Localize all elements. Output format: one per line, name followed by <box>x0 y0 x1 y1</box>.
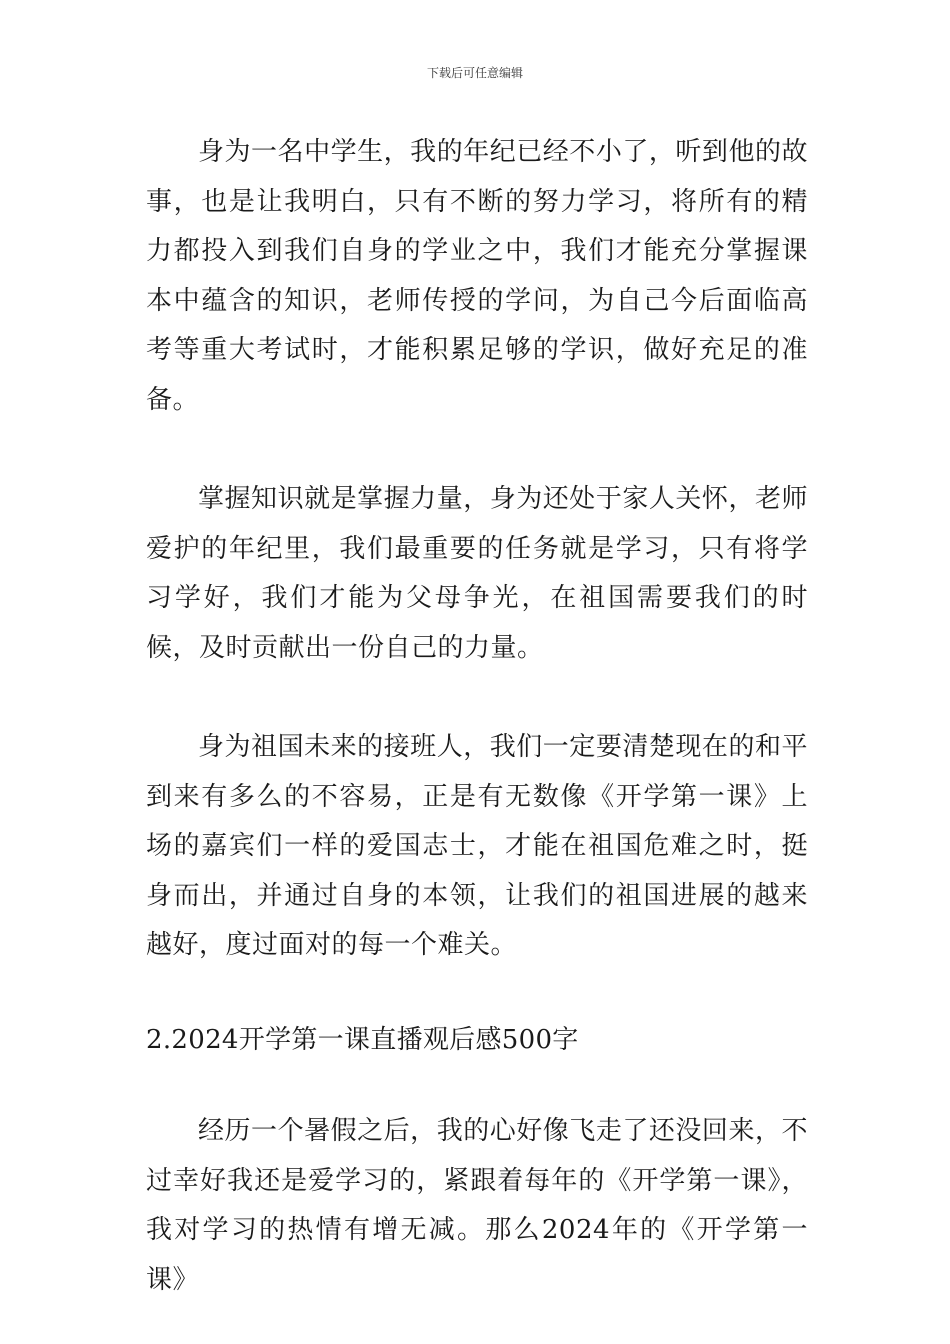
page-header-note: 下载后可任意编辑 <box>426 66 523 80</box>
paragraph-2: 掌握知识就是掌握力量，身为还处于家人关怀，老师爱护的年纪里，我们最重要的任务就是学习，只有将学习学好，我们才能为父母争光，在祖国需要我们的时候，及时贡献出一份自己的力量。 <box>146 484 808 663</box>
paragraph-1: 身为一名中学生，我的年纪已经不小了，听到他的故事，也是让我明白，只有不断的努力学习，将所有的精力都投入到我们自身的学业之中，我们才能充分掌握课本中蕴含的知识，老师传授的学问，为自己今后面临高考等重大考试时，才能积累足够的学识，做好充足的准备。 <box>146 137 808 415</box>
document-body <box>146 128 808 1305</box>
paragraph-4: 经历一个暑假之后，我的心好像飞走了还没回来，不过幸好我还是爱学习的，紧跟着每年的《开学第一课》，我对学习的热情有增无减。那么2024年的《开学第一课》 <box>146 1116 808 1295</box>
section-heading: 2.2024开学第一课直播观后感500字 <box>146 1024 579 1055</box>
paragraph-3: 身为祖国未来的接班人，我们一定要清楚现在的和平到来有多么的不容易，正是有无数像《开学第一课》上场的嘉宾们一样的爱国志士，才能在祖国危难之时，挺身而出，并通过自身的本领，让我们的祖国进展的越来越好，度过面对的每一个难关。 <box>146 732 808 960</box>
